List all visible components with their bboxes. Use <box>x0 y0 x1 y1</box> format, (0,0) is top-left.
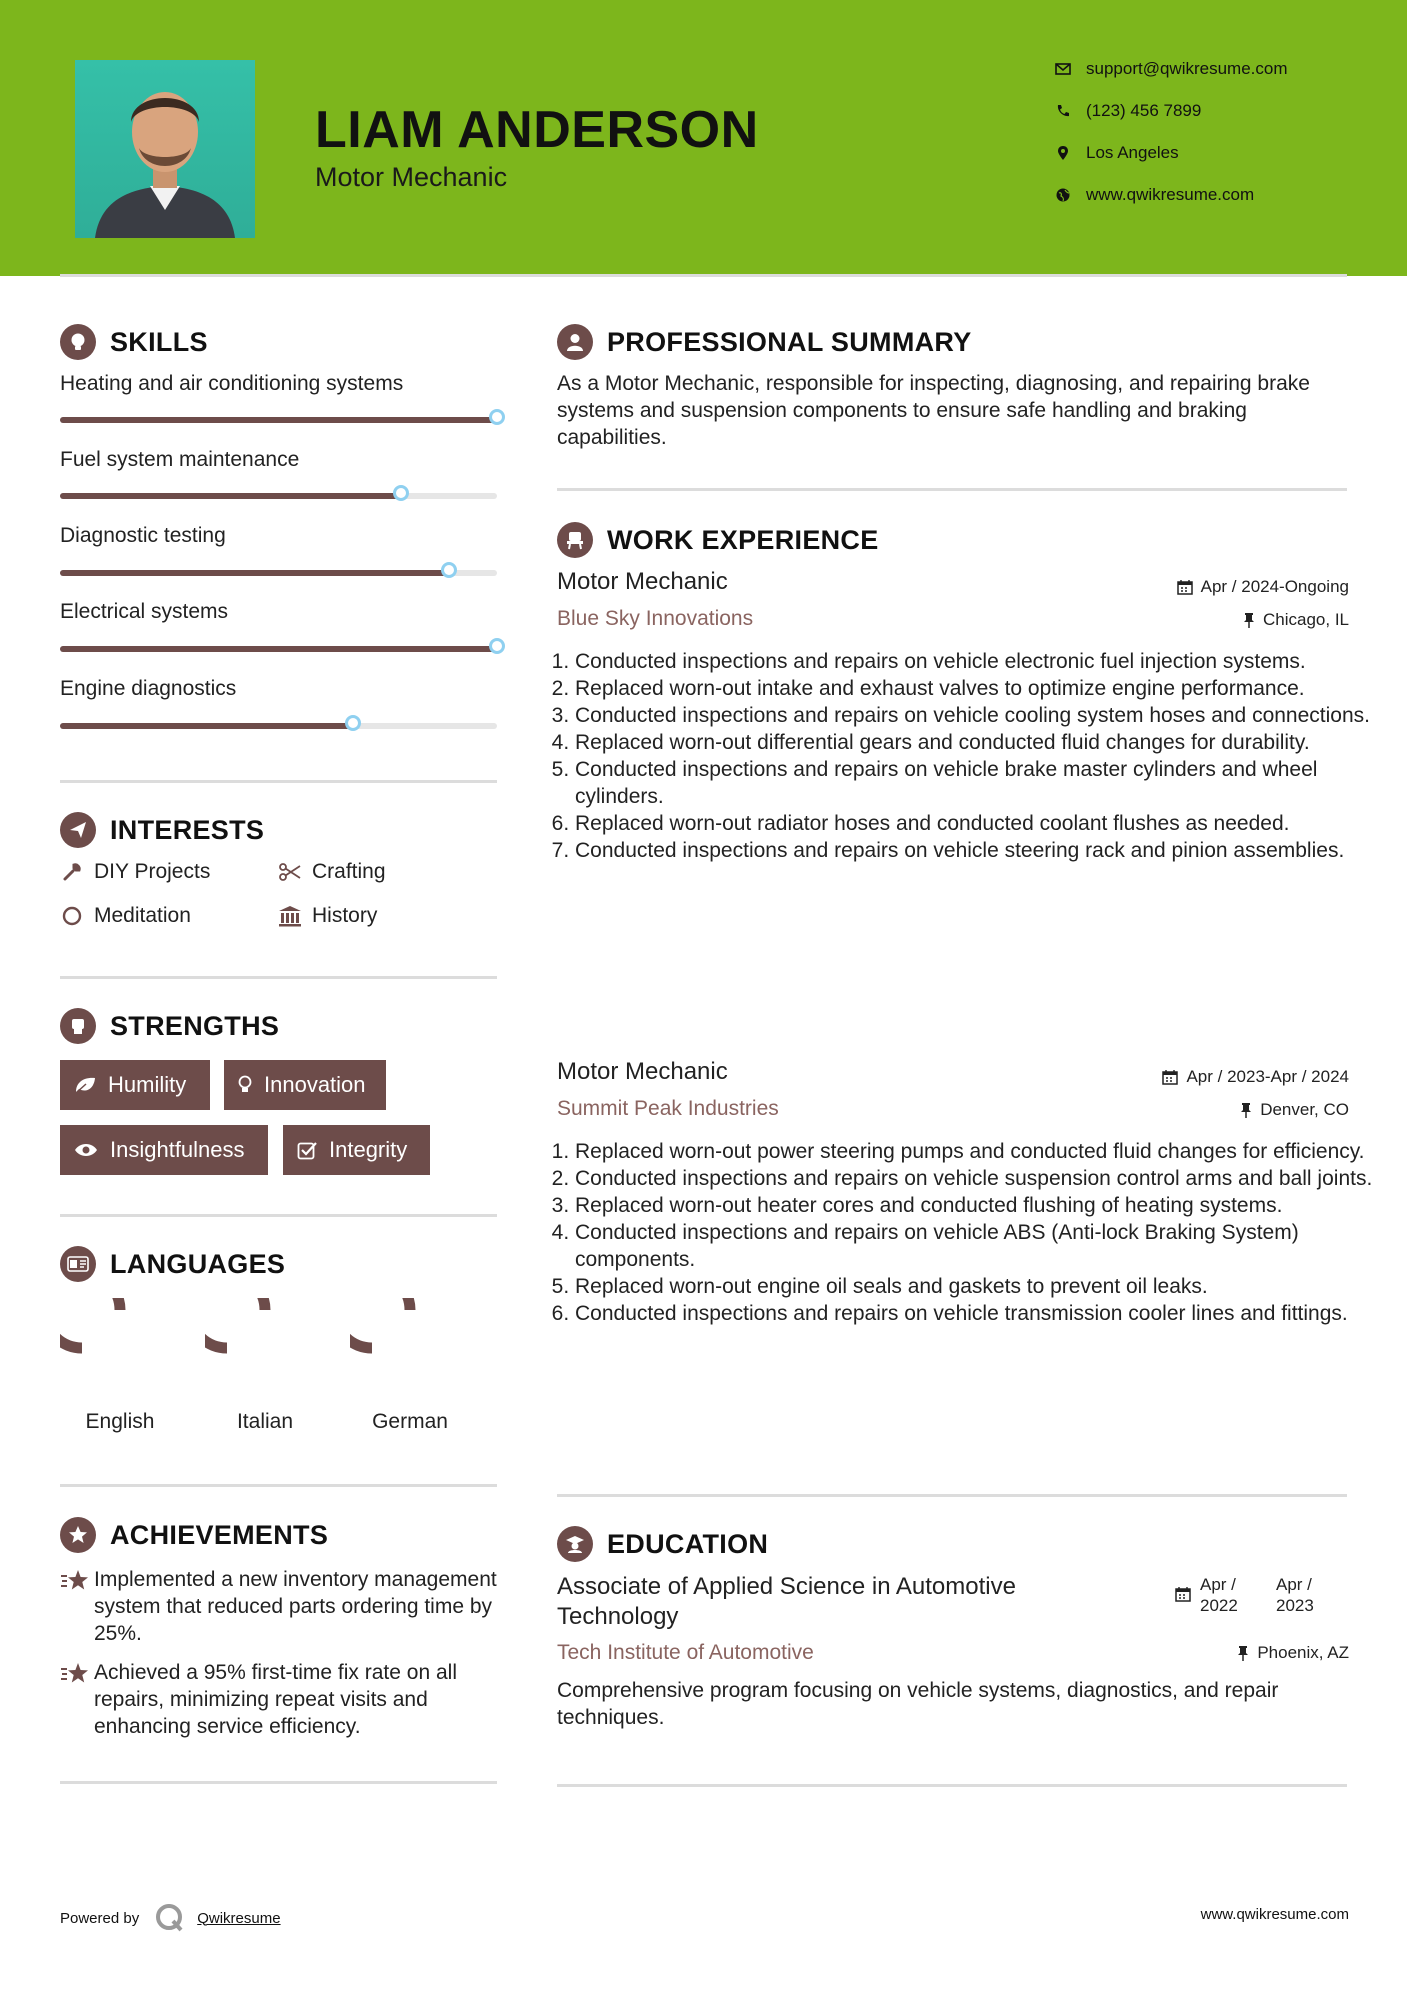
lightbulb-icon <box>238 1075 252 1095</box>
user-icon <box>557 324 593 360</box>
education-heading <box>557 1526 768 1562</box>
qwikresume-link[interactable]: Qwikresume <box>197 1909 281 1927</box>
star-icon <box>60 1568 94 1647</box>
job-title: Motor Mechanic <box>557 1058 728 1085</box>
summary-text: As a Motor Mechanic, responsible for inspecting, diagnosing, and repairing brake systems and suspension components to ensure safe handling and braking capabilities. <box>557 372 1310 449</box>
contact-location-text: Los Angeles <box>1086 143 1179 162</box>
duty-item: 1. Conducted inspections and repairs on vehicle electronic fuel injection systems. <box>575 648 1375 675</box>
education-description: Comprehensive program focusing on vehicle systems, diagnostics, and repair techniques. <box>557 1679 1279 1729</box>
education-end: Apr / 2023 <box>1276 1575 1314 1615</box>
wrench-icon <box>60 862 84 882</box>
duty-item: 6. Conducted inspections and repairs on vehicle transmission cooler lines and fittings. <box>575 1300 1375 1327</box>
strength-label: Innovation <box>264 1072 366 1097</box>
duty-item: 2. Conducted inspections and repairs on vehicle suspension control arms and ball joints. <box>575 1165 1375 1192</box>
job-location-text: Denver, CO <box>1260 1100 1349 1119</box>
job-date-text: Apr / 2024-Ongoing <box>1200 577 1349 596</box>
interest-item <box>60 860 210 884</box>
section-divider <box>60 1484 497 1487</box>
skill-label: Engine diagnostics <box>60 677 237 700</box>
calendar-icon <box>1175 1586 1191 1607</box>
museum-icon <box>278 905 302 927</box>
section-divider <box>557 1494 1347 1497</box>
lightbulb-icon <box>60 324 96 360</box>
briefcase-icon <box>557 522 593 558</box>
education-start: Apr / 2022 <box>1200 1575 1238 1615</box>
achievement-text: Implemented a new inventory management system that reduced parts ordering time by 25%. <box>94 1568 497 1645</box>
skill-label: Electrical systems <box>60 600 229 623</box>
duty-item: 5. Conducted inspections and repairs on vehicle brake master cylinders and wheel cylinders. <box>575 756 1375 810</box>
qwikresume-logo-icon <box>155 1903 185 1933</box>
skill-label: Fuel system maintenance <box>60 448 300 471</box>
skill-bar-fill <box>60 417 497 423</box>
strength-tag <box>60 1060 210 1110</box>
leaf-icon <box>74 1076 96 1094</box>
section-divider <box>60 976 497 979</box>
candidate-title: Motor Mechanic <box>315 162 508 192</box>
languages-title: LANGUAGES <box>110 1248 286 1279</box>
language-ring <box>60 1298 180 1398</box>
circle-icon <box>60 906 84 926</box>
skill-bar-knob <box>441 562 457 578</box>
interests-heading <box>60 812 264 848</box>
envelope-icon <box>1052 63 1074 75</box>
section-divider <box>557 488 1347 491</box>
interest-label: History <box>312 904 378 927</box>
contact-phone-text[interactable]: (123) 456 7899 <box>1086 101 1202 120</box>
strength-tag <box>283 1125 430 1175</box>
skill-bar-fill <box>60 570 449 576</box>
pushpin-icon <box>1243 612 1255 628</box>
powered-by-text: Powered by <box>60 1909 140 1927</box>
interest-label: Meditation <box>94 904 191 927</box>
interests-title: INTERESTS <box>110 814 265 845</box>
education-title: EDUCATION <box>607 1528 769 1559</box>
strength-tag <box>60 1125 268 1175</box>
check-square-icon <box>297 1140 317 1160</box>
job-duties <box>557 648 1375 864</box>
interest-label: Crafting <box>312 860 386 883</box>
job-location-text: Chicago, IL <box>1263 610 1349 629</box>
star-icon <box>60 1661 94 1740</box>
contact-email-text[interactable]: support@qwikresume.com <box>1086 59 1288 78</box>
summary-title: PROFESSIONAL SUMMARY <box>607 326 972 357</box>
skill-label: Diagnostic testing <box>60 524 226 547</box>
duty-item: 3. Conducted inspections and repairs on vehicle cooling system hoses and connections. <box>575 702 1375 729</box>
scissors-icon <box>278 863 302 881</box>
duty-item: 2. Replaced worn-out intake and exhaust valves to optimize engine performance. <box>575 675 1375 702</box>
job-company: Blue Sky Innovations <box>557 607 754 630</box>
skill-bar <box>60 493 497 499</box>
languages-heading <box>60 1246 285 1282</box>
achievements-heading <box>60 1517 328 1553</box>
contact-phone <box>1052 99 1201 123</box>
calendar-icon <box>1177 579 1193 595</box>
skill-bar-fill <box>60 646 497 652</box>
language-item <box>205 1298 325 1433</box>
language-label: Italian <box>236 1410 294 1433</box>
duty-item: 7. Conducted inspections and repairs on vehicle steering rack and pinion assemblies. <box>575 837 1375 864</box>
strength-label: Humility <box>108 1072 187 1097</box>
education-school: Tech Institute of Automotive <box>557 1641 814 1664</box>
education-location <box>1237 1643 1349 1663</box>
skills-heading <box>60 324 208 360</box>
skill-bar <box>60 723 497 729</box>
skill-bar-knob <box>489 638 505 654</box>
skill-bar-knob <box>489 409 505 425</box>
graduate-icon <box>557 1526 593 1562</box>
contact-website <box>1052 183 1254 207</box>
summary-heading <box>557 324 972 360</box>
candidate-name: LIAM ANDERSON <box>315 101 759 159</box>
header-divider <box>60 274 1347 277</box>
job-title: Motor Mechanic <box>557 568 728 595</box>
skill-bar-knob <box>345 715 361 731</box>
duty-item: 6. Replaced worn-out radiator hoses and conducted coolant flushes as needed. <box>575 810 1375 837</box>
strength-label: Integrity <box>329 1137 408 1162</box>
skill-bar <box>60 570 497 576</box>
job-date-text: Apr / 2023-Apr / 2024 <box>1186 1067 1349 1086</box>
section-divider <box>60 1781 497 1784</box>
experience-title: WORK EXPERIENCE <box>607 524 879 555</box>
star-badge-icon <box>60 1517 96 1553</box>
job-date <box>1177 577 1349 597</box>
skills-title: SKILLS <box>110 326 208 357</box>
contact-location <box>1052 141 1179 165</box>
job-company: Summit Peak Industries <box>557 1097 779 1120</box>
achievement-item <box>60 1659 500 1740</box>
job-location <box>1243 610 1349 630</box>
contact-website-text[interactable]: www.qwikresume.com <box>1086 185 1255 204</box>
duty-item: 3. Replaced worn-out heater cores and conducted flushing of heating systems. <box>575 1192 1375 1219</box>
job-duties <box>557 1138 1375 1327</box>
section-divider <box>60 780 497 783</box>
achievements-title: ACHIEVEMENTS <box>110 1519 329 1550</box>
duty-item: 4. Conducted inspections and repairs on vehicle ABS (Anti-lock Braking System) components. <box>575 1219 1375 1273</box>
achievement-text: Achieved a 95% first-time fix rate on all repairs, minimizing repeat visits and enhancing service efficiency. <box>94 1661 457 1738</box>
footer-powered <box>60 1903 281 1933</box>
language-item <box>60 1298 180 1433</box>
language-ring <box>205 1298 325 1398</box>
language-item <box>350 1298 470 1433</box>
education-location-text: Phoenix, AZ <box>1257 1643 1349 1662</box>
header-banner <box>0 0 1407 276</box>
eye-icon <box>74 1142 98 1158</box>
phone-icon <box>1052 104 1074 118</box>
education-degree: Associate of Applied Science in Automotive Technology <box>557 1573 1016 1630</box>
strength-label: Insightfulness <box>110 1137 245 1162</box>
language-label: English <box>85 1410 155 1433</box>
language-label: German <box>372 1410 448 1433</box>
job-date <box>1162 1067 1349 1087</box>
skill-bar-knob <box>393 485 409 501</box>
section-divider <box>557 1784 1347 1787</box>
duty-item: 1. Replaced worn-out power steering pumps and conducted fluid changes for efficiency. <box>575 1138 1375 1165</box>
calendar-icon <box>1162 1069 1178 1085</box>
duty-item: 5. Replaced worn-out engine oil seals and gaskets to prevent oil leaks. <box>575 1273 1375 1300</box>
achievement-item <box>60 1566 500 1647</box>
strength-tag <box>224 1060 386 1110</box>
skill-bar <box>60 646 497 652</box>
section-divider <box>60 1214 497 1217</box>
skill-label: Heating and air conditioning systems <box>60 372 404 395</box>
fist-icon <box>60 1008 96 1044</box>
paper-plane-icon <box>60 812 96 848</box>
interest-label: DIY Projects <box>94 860 211 883</box>
interest-item <box>60 904 191 928</box>
footer-url[interactable]: www.qwikresume.com <box>1200 1906 1349 1923</box>
skill-bar-fill <box>60 493 401 499</box>
skill-bar <box>60 417 497 423</box>
duty-item: 4. Replaced worn-out differential gears and conducted fluid changes for durability. <box>575 729 1375 756</box>
skill-bar-fill <box>60 723 353 729</box>
profile-photo <box>75 60 255 238</box>
globe-icon <box>1052 188 1074 202</box>
experience-heading <box>557 522 879 558</box>
map-pin-icon <box>1052 146 1074 160</box>
job-location <box>1240 1100 1349 1120</box>
strengths-heading <box>60 1008 279 1044</box>
pushpin-icon <box>1240 1102 1252 1118</box>
language-icon <box>60 1246 96 1282</box>
language-ring <box>350 1298 470 1398</box>
interest-item <box>278 860 386 884</box>
strengths-title: STRENGTHS <box>110 1010 280 1041</box>
interest-item <box>278 904 377 928</box>
contact-email <box>1052 57 1288 81</box>
pushpin-icon <box>1237 1645 1249 1661</box>
